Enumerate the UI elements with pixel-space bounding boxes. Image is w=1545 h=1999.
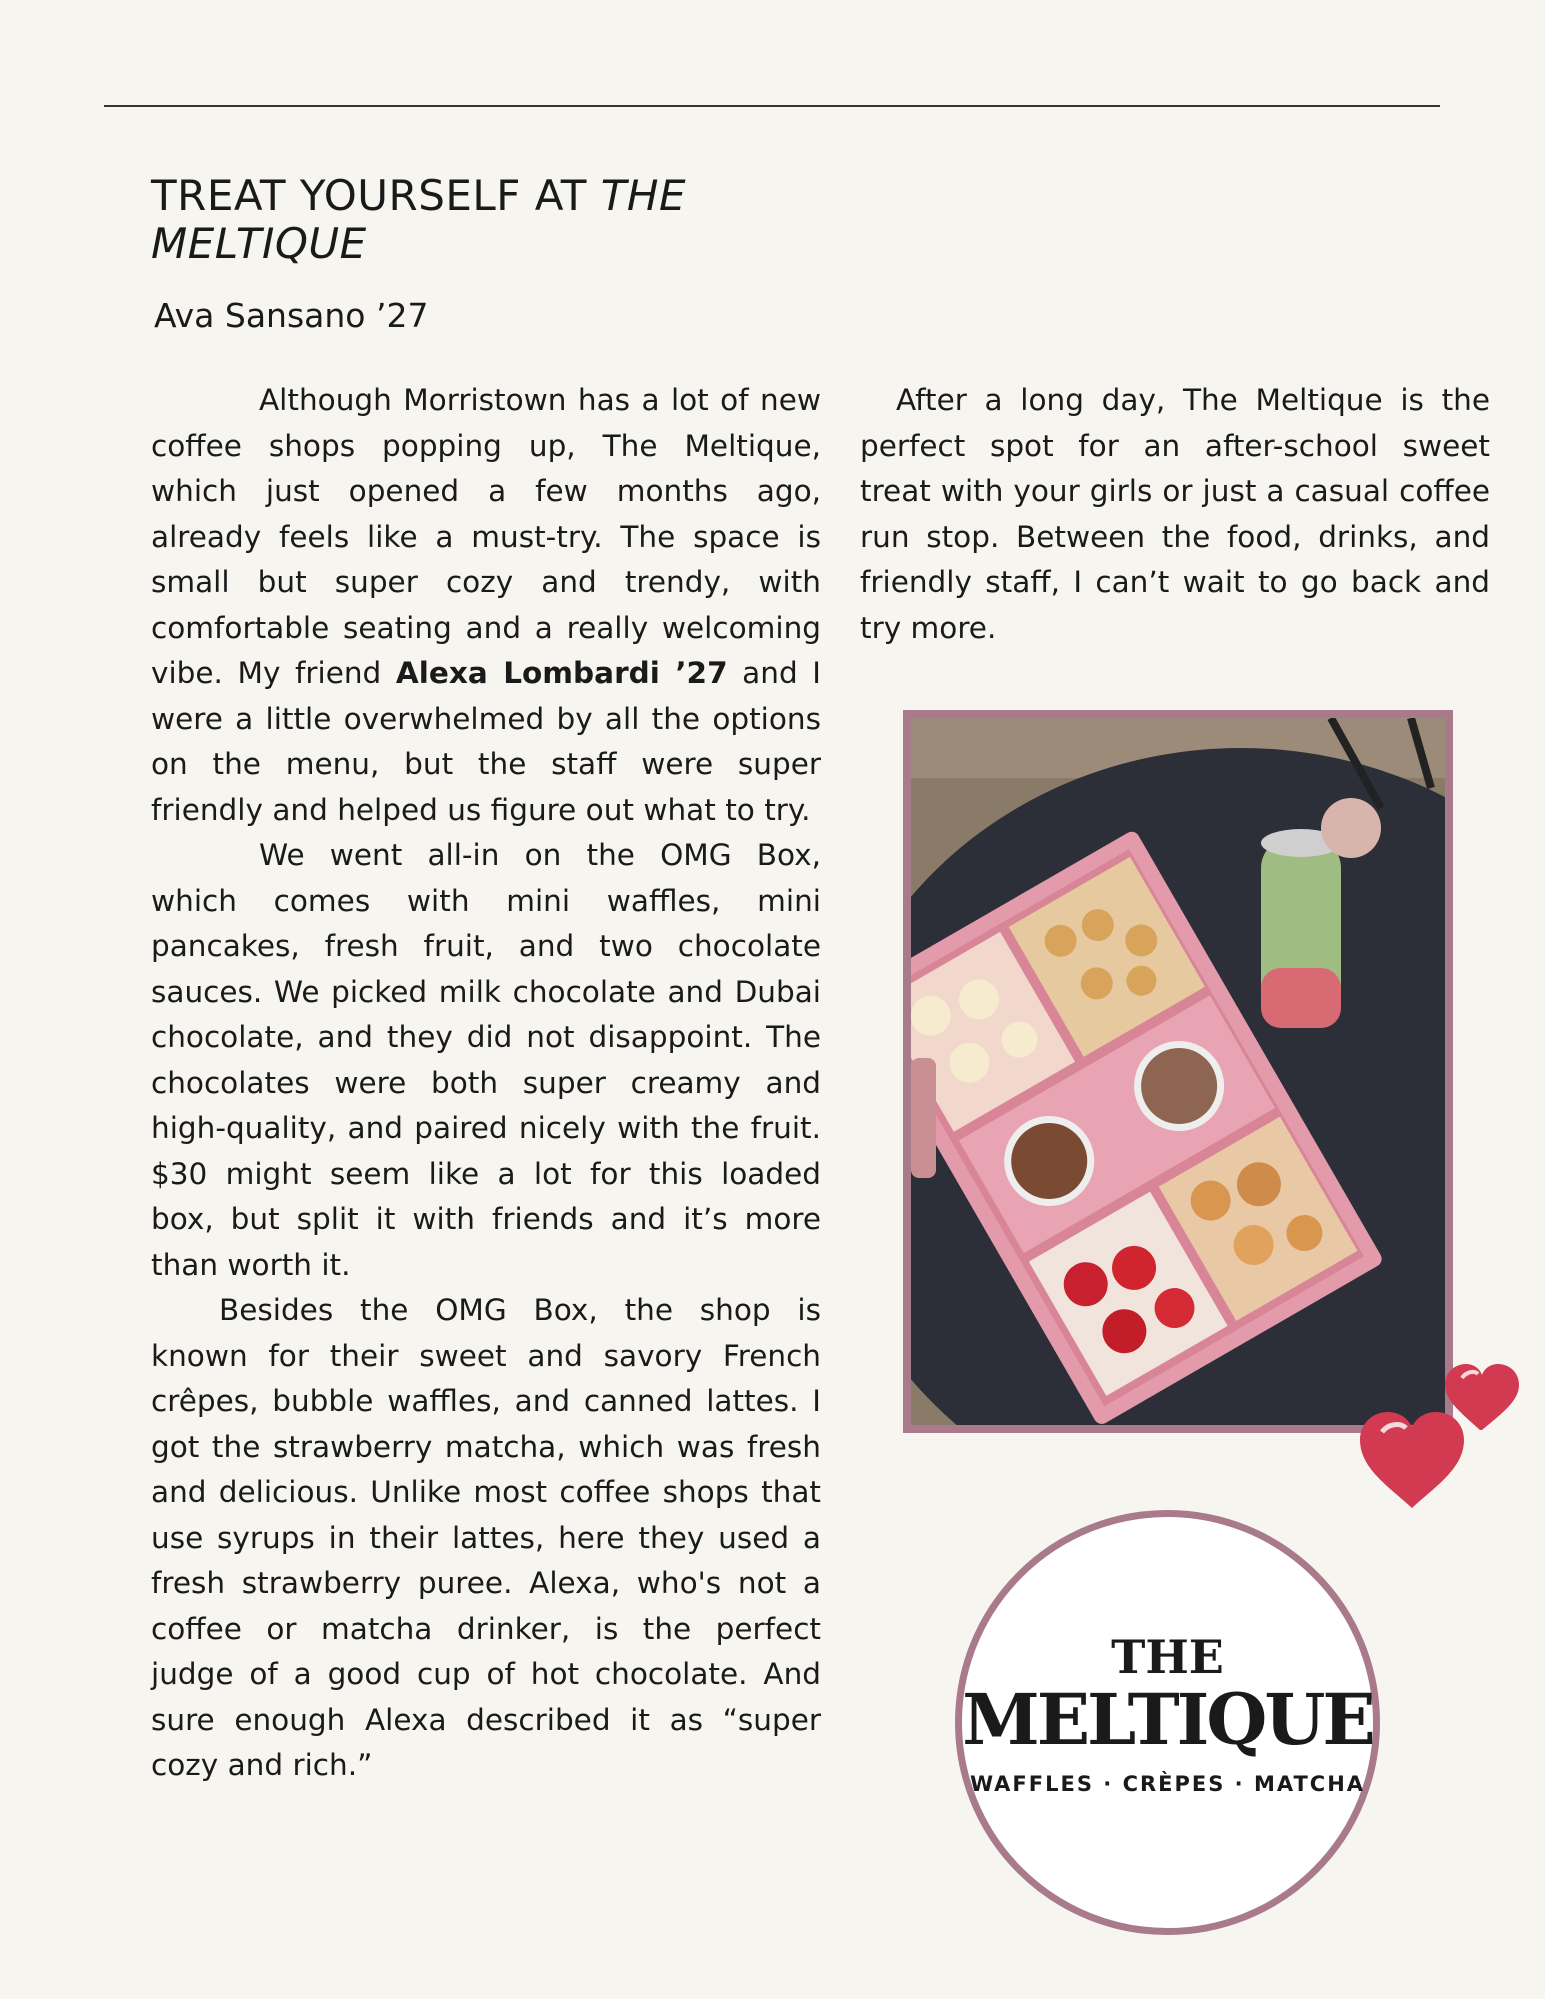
left-column (151, 378, 821, 1789)
omg-box-photo (903, 710, 1453, 1433)
logo-tagline: WAFFLES · CRÈPES · MATCHA (969, 1772, 1366, 1796)
logo-line-1: THE (1111, 1630, 1224, 1684)
byline: Ava Sansano ’27 (154, 296, 429, 335)
paragraph-2: We went all-in on the OMG Box, which comes with mini waffles, mini pancakes, fresh fruit, and two chocolate sauces. We picked milk chocolate and Dubai chocolate, and they did not disappoint. The chocolates were both super creamy and high-quality, and paired nicely with the fruit. $30 might seem like a lot for this loaded box, but split it with friends and it’s more than worth it. (151, 838, 821, 1282)
hearts-decoration (1350, 1340, 1530, 1510)
title-italic: THE MELTIQUE (151, 171, 687, 268)
article-title (151, 172, 791, 268)
photo-illustration (911, 718, 1445, 1425)
paragraph-1: Although Morristown has a lot of new coffee shops popping up, The Meltique, which just opened a few months ago, already feels like a must-try. The space is small but super cozy and trendy, with comfortable seating and a really welcoming vibe. My friend Alexa Lombardi ’27 and I were a little overwhelmed by all the options on the menu, but the staff were super friendly and helped us figure out what to try. (151, 383, 821, 827)
meltique-logo (955, 1510, 1380, 1935)
heart-icon (1360, 1412, 1464, 1508)
heart-icon (1445, 1364, 1519, 1430)
logo-line-2: MELTIQUE (962, 1678, 1373, 1761)
title-main: TREAT YOURSELF AT (151, 171, 601, 220)
paragraph-4: After a long day, The Meltique is the perfect spot for an after-school sweet treat with your girls or just a casual coffee run stop. Between the food, drinks, and friendly staff, I can’t wait to go back and try more. (860, 383, 1490, 645)
right-column (860, 378, 1490, 651)
top-divider (104, 105, 1440, 107)
friend-name: Alexa Lombardi ’27 (395, 656, 728, 690)
paragraph-3: Besides the OMG Box, the shop is known for their sweet and savory French crêpes, bubble waffles, and canned lattes. I got the strawberry matcha, which was fresh and delicious. Unlike most coffee shops that use syrups in their lattes, here they used a fresh strawberry puree. Alexa, who's not a coffee or matcha drinker, is the perfect judge of a good cup of hot chocolate. And sure enough Alexa described it as “super cozy and rich.” (151, 1293, 821, 1782)
